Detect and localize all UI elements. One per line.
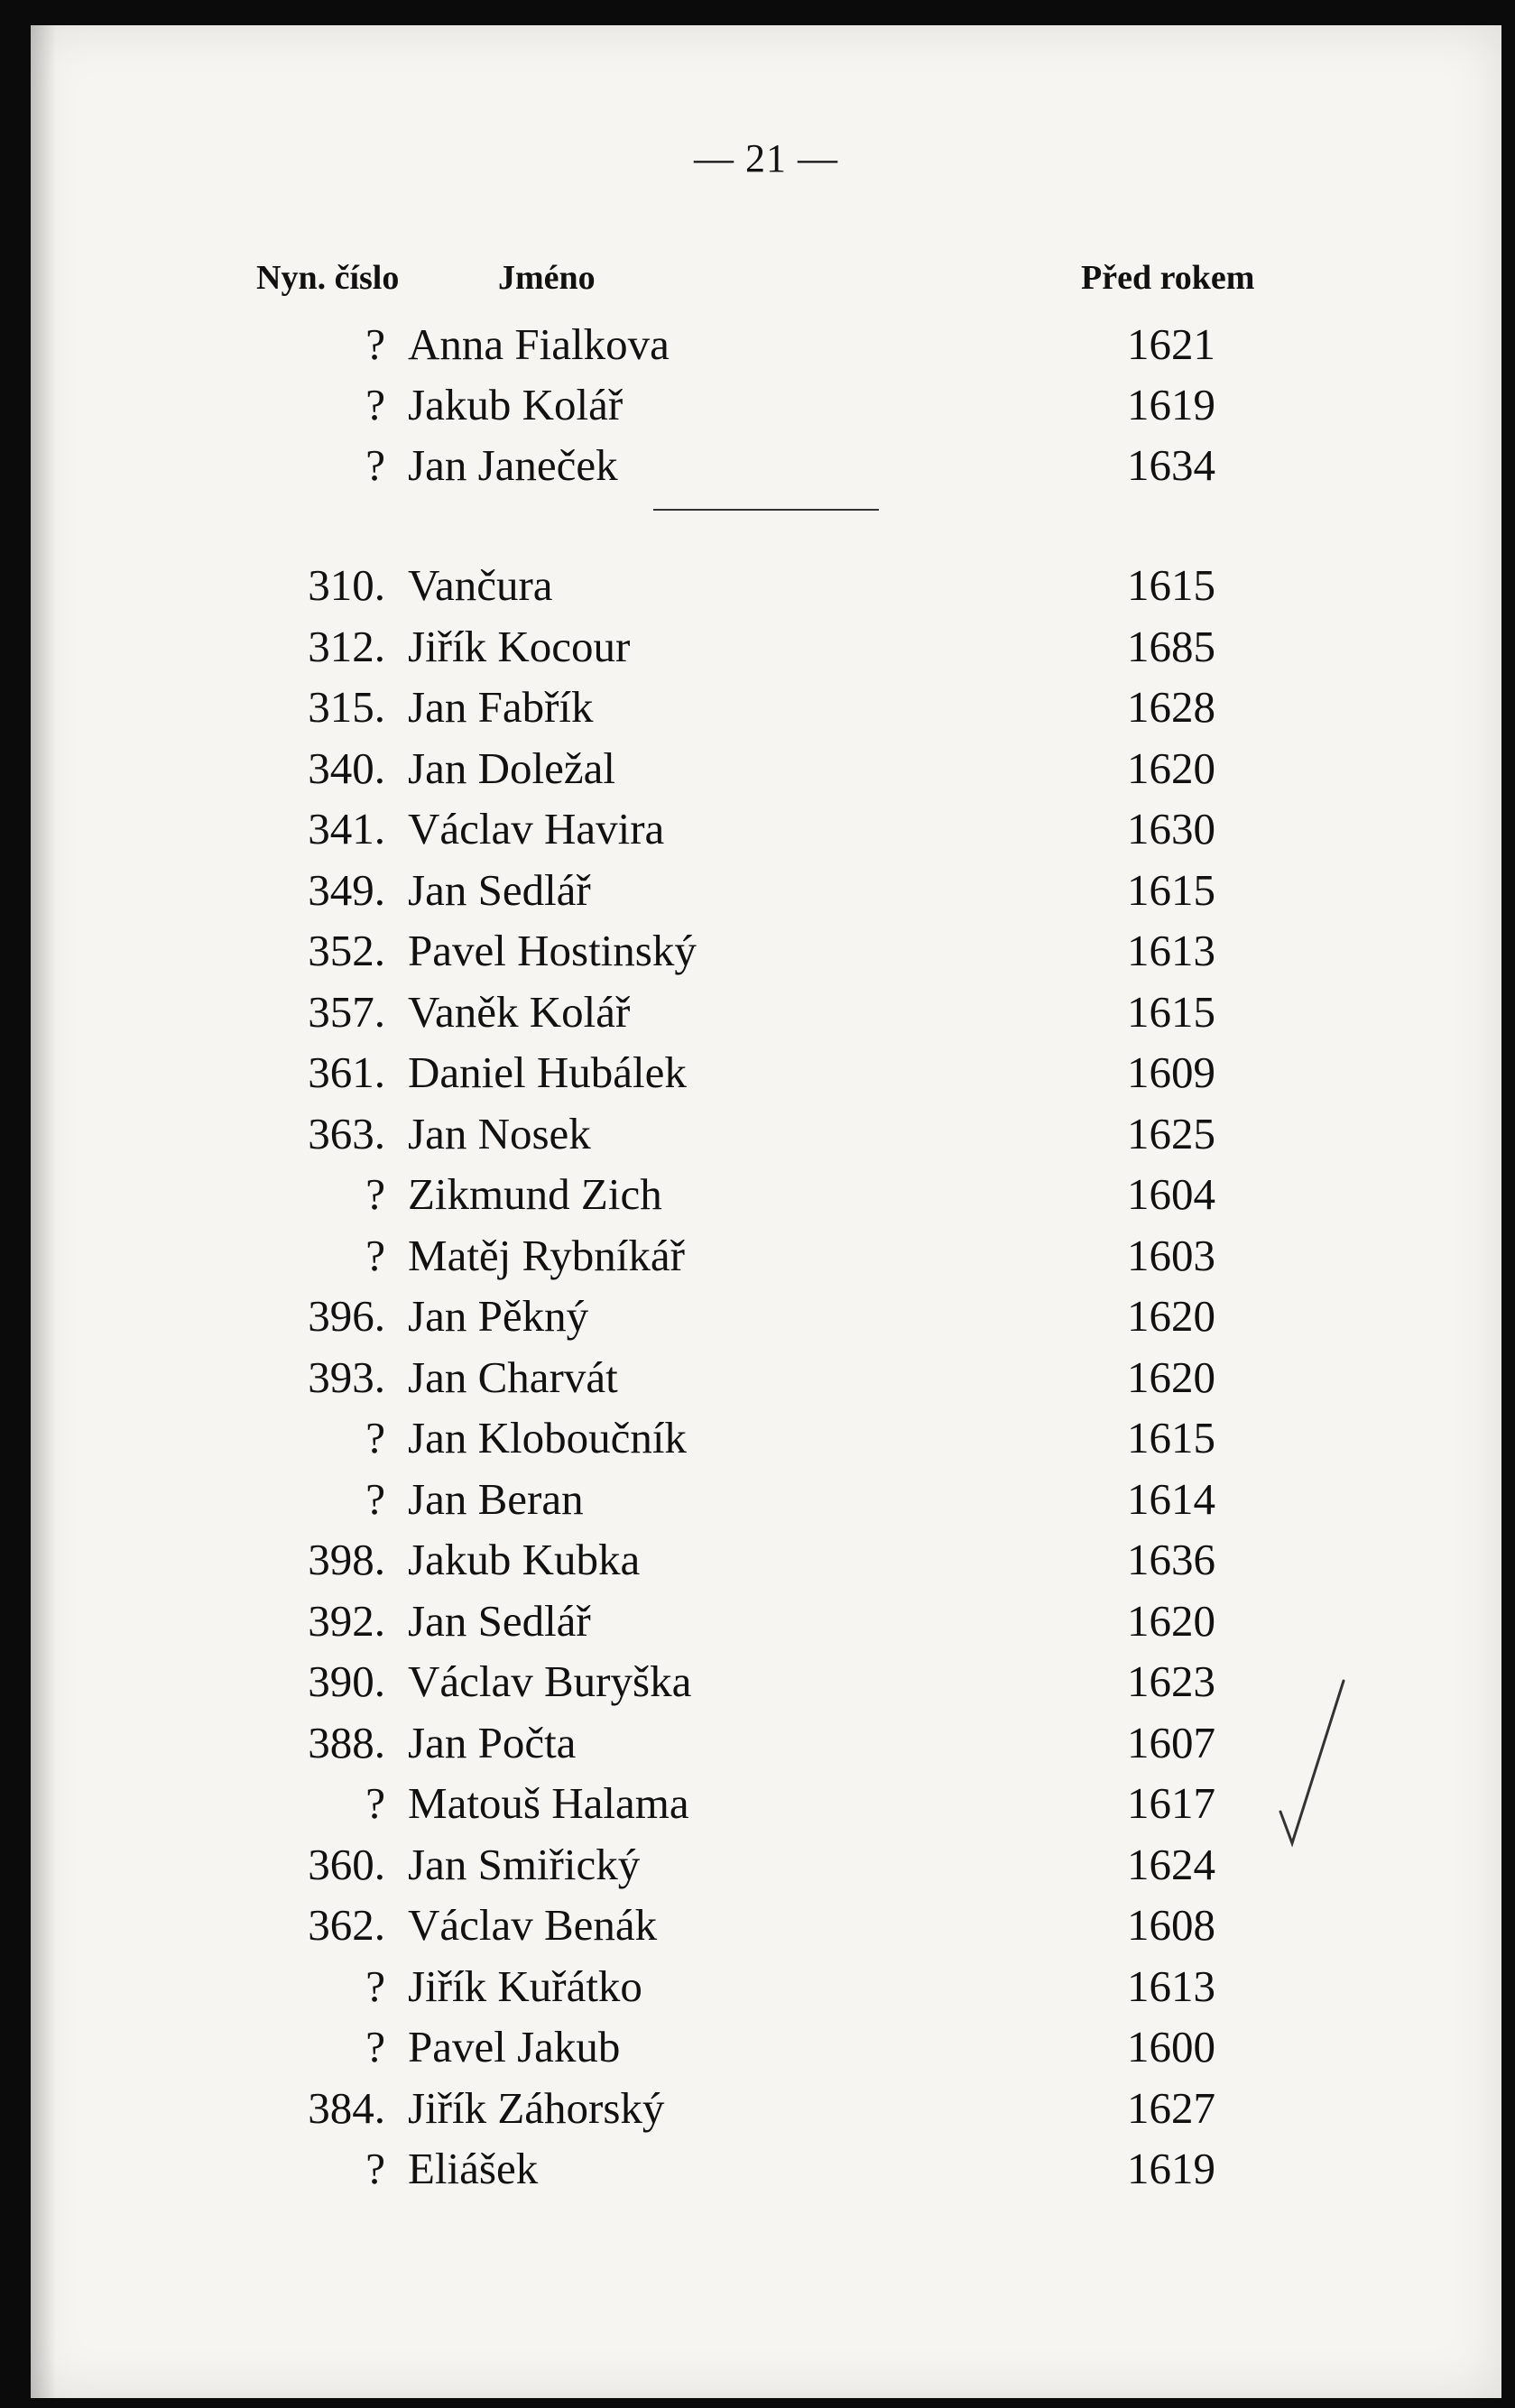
entry-name: Jan Počta — [408, 1718, 585, 1767]
table-row — [31, 1290, 1501, 1344]
table-row — [31, 2143, 1501, 2197]
entry-name: Matouš Halama — [408, 1778, 698, 1828]
entry-number: ? — [365, 1169, 385, 1219]
entry-year: 1617 — [1127, 1778, 1215, 1828]
entry-number: 361. — [308, 1047, 385, 1097]
entry-name: Jan Sedlář — [408, 1596, 600, 1646]
entry-name-wrap — [408, 1899, 666, 1951]
entry-year: 1685 — [1127, 621, 1215, 671]
book-page — [31, 25, 1501, 2398]
entry-year: 1600 — [1127, 2022, 1215, 2071]
entry-year: 1619 — [1127, 2144, 1215, 2193]
entry-name-wrap — [408, 1534, 649, 1585]
entry-year: 1628 — [1127, 682, 1215, 732]
entry-name-wrap — [408, 681, 603, 733]
entry-year: 1627 — [1127, 2082, 1215, 2133]
entry-number: 349. — [308, 864, 385, 915]
entry-name-wrap — [408, 743, 624, 794]
entry-name-wrap — [408, 318, 679, 370]
table-row — [31, 2021, 1501, 2075]
table-row — [31, 1108, 1501, 1162]
entry-name-wrap — [408, 1473, 593, 1525]
table-row — [31, 318, 1501, 373]
entry-name: Jiřík Kocour — [408, 622, 639, 671]
entry-name-wrap — [408, 1839, 649, 1890]
entry-number: 396. — [308, 1291, 385, 1341]
entry-name: Jan Doležal — [408, 743, 624, 793]
table-row — [31, 1899, 1501, 1953]
table-row — [31, 681, 1501, 735]
entry-name: Anna Fialkova — [408, 319, 679, 369]
entry-name-wrap — [408, 1230, 694, 1281]
entry-number: 390. — [308, 1656, 385, 1706]
page-number: — 21 — — [694, 136, 838, 180]
entry-year: 1620 — [1127, 1352, 1215, 1402]
entry-name: Václav Benák — [408, 1900, 666, 1950]
entry-name-wrap — [408, 1412, 696, 1463]
entry-number: 384. — [308, 2082, 385, 2133]
entry-name: Vaněk Kolář — [408, 987, 639, 1037]
entry-number: ? — [365, 2144, 385, 2193]
table-row — [31, 1168, 1501, 1222]
entry-year: 1625 — [1127, 1108, 1215, 1158]
entry-number: 388. — [308, 1717, 385, 1767]
entry-number: 362. — [308, 1900, 385, 1950]
entry-year: 1607 — [1127, 1717, 1215, 1767]
entry-number: ? — [365, 2022, 385, 2071]
table-row — [31, 1534, 1501, 1588]
entry-year: 1608 — [1127, 1900, 1215, 1950]
entry-year: 1615 — [1127, 986, 1215, 1037]
entry-number: ? — [365, 319, 385, 369]
entry-number: 392. — [308, 1595, 385, 1646]
entry-number: 360. — [308, 1839, 385, 1889]
entry-name: Pavel Jakub — [408, 2022, 629, 2071]
table-row — [31, 803, 1501, 857]
entry-name: Jan Sedlář — [408, 865, 600, 915]
entry-number: 393. — [308, 1352, 385, 1402]
entry-name: Jan Charvát — [408, 1352, 627, 1402]
table-row — [31, 925, 1501, 979]
entry-name-wrap — [408, 621, 639, 672]
column-header-name: Jméno — [498, 259, 596, 297]
entry-name-wrap — [408, 925, 706, 976]
table-row — [31, 1352, 1501, 1406]
column-header-number: Nyn. číslo — [256, 259, 400, 297]
entry-year: 1609 — [1127, 1047, 1215, 1097]
entry-year: 1621 — [1127, 319, 1215, 369]
entry-name: Jakub Kolář — [408, 380, 632, 429]
table-row — [31, 2082, 1501, 2136]
entry-name-wrap — [408, 2143, 547, 2194]
entry-name-wrap — [408, 864, 600, 916]
table-row — [31, 986, 1501, 1040]
table-row — [31, 864, 1501, 918]
entry-number: 398. — [308, 1535, 385, 1584]
entry-name: Jan Janeček — [408, 440, 627, 490]
table-row — [31, 743, 1501, 797]
column-header-year: Před rokem — [1081, 259, 1255, 297]
handwritten-checkmark — [1276, 1676, 1348, 1857]
table-row — [31, 1230, 1501, 1284]
entry-name: Daniel Hubálek — [408, 1047, 696, 1097]
entry-year: 1624 — [1127, 1839, 1215, 1889]
entry-name-wrap — [408, 803, 673, 854]
entry-number: 341. — [308, 804, 385, 853]
entry-name-wrap — [408, 1168, 671, 1220]
entry-year: 1603 — [1127, 1230, 1215, 1280]
entry-number: 357. — [308, 986, 385, 1037]
entry-name: Jan Nosek — [408, 1109, 600, 1158]
table-row — [31, 379, 1501, 433]
entry-number: 315. — [308, 682, 385, 732]
entry-number: 363. — [308, 1108, 385, 1158]
table-row — [31, 1961, 1501, 2015]
entry-name: Matěj Rybníkář — [408, 1231, 694, 1280]
entry-name: Pavel Hostinský — [408, 926, 706, 975]
entry-number: 352. — [308, 926, 385, 975]
entry-name-wrap — [408, 1961, 651, 2012]
entry-name-wrap — [408, 439, 627, 491]
entry-name-wrap — [408, 1595, 600, 1647]
entry-number: ? — [365, 1961, 385, 2011]
entry-name-wrap — [408, 1108, 600, 1159]
entry-name: Zikmund Zich — [408, 1169, 671, 1219]
table-row — [31, 1047, 1501, 1101]
entry-number: ? — [365, 380, 385, 429]
table-row — [31, 559, 1501, 614]
entry-name-wrap — [408, 1352, 627, 1403]
entry-year: 1620 — [1127, 1291, 1215, 1341]
table-row — [31, 1595, 1501, 1649]
entry-number: 310. — [308, 560, 385, 610]
entry-name-wrap — [408, 1047, 696, 1098]
entry-name-wrap — [408, 986, 639, 1038]
entry-name: Eliášek — [408, 2144, 547, 2193]
entry-year: 1634 — [1127, 440, 1215, 490]
entry-number: ? — [365, 1473, 385, 1524]
entry-name-wrap — [408, 1656, 700, 1707]
entry-year: 1620 — [1127, 743, 1215, 793]
entry-year: 1613 — [1127, 1961, 1215, 2011]
entry-name: Vančura — [408, 560, 562, 610]
entry-number: 312. — [308, 621, 385, 671]
table-row — [31, 1412, 1501, 1466]
entry-year: 1619 — [1127, 380, 1215, 429]
entry-name: Jan Fabřík — [408, 682, 603, 732]
entry-name: Jiřík Kuřátko — [408, 1961, 651, 2011]
entry-number: ? — [365, 1413, 385, 1462]
entry-name-wrap — [408, 1290, 597, 1342]
entry-year: 1615 — [1127, 560, 1215, 610]
entry-year: 1620 — [1127, 1595, 1215, 1646]
entry-year: 1615 — [1127, 864, 1215, 915]
entry-name-wrap — [408, 2021, 629, 2072]
section-separator — [653, 509, 879, 511]
entry-name: Jan Smiřický — [408, 1840, 649, 1889]
entry-name: Jan Beran — [408, 1474, 593, 1524]
table-row — [31, 439, 1501, 494]
entry-name: Jiřík Záhorský — [408, 2083, 673, 2133]
entry-name: Jakub Kubka — [408, 1535, 649, 1584]
table-row — [31, 1473, 1501, 1527]
entry-year: 1614 — [1127, 1473, 1215, 1524]
entry-number: 340. — [308, 743, 385, 793]
entry-name: Václav Buryška — [408, 1656, 700, 1706]
entry-year: 1615 — [1127, 1413, 1215, 1462]
entry-year: 1636 — [1127, 1535, 1215, 1584]
entry-year: 1613 — [1127, 926, 1215, 975]
entry-number: ? — [365, 440, 385, 490]
entry-year: 1630 — [1127, 804, 1215, 853]
entry-name: Jan Pěkný — [408, 1291, 597, 1341]
entry-name-wrap — [408, 1777, 698, 1829]
entry-name-wrap — [408, 1717, 585, 1768]
table-row — [31, 621, 1501, 675]
entry-name: Václav Havira — [408, 804, 673, 853]
entry-name-wrap — [408, 2082, 673, 2134]
entry-year: 1604 — [1127, 1169, 1215, 1219]
entry-name-wrap — [408, 379, 632, 430]
entry-number: ? — [365, 1778, 385, 1828]
entry-year: 1623 — [1127, 1656, 1215, 1706]
entry-name: Jan Kloboučník — [408, 1413, 696, 1462]
entry-number: ? — [365, 1230, 385, 1280]
entry-name-wrap — [408, 559, 562, 611]
